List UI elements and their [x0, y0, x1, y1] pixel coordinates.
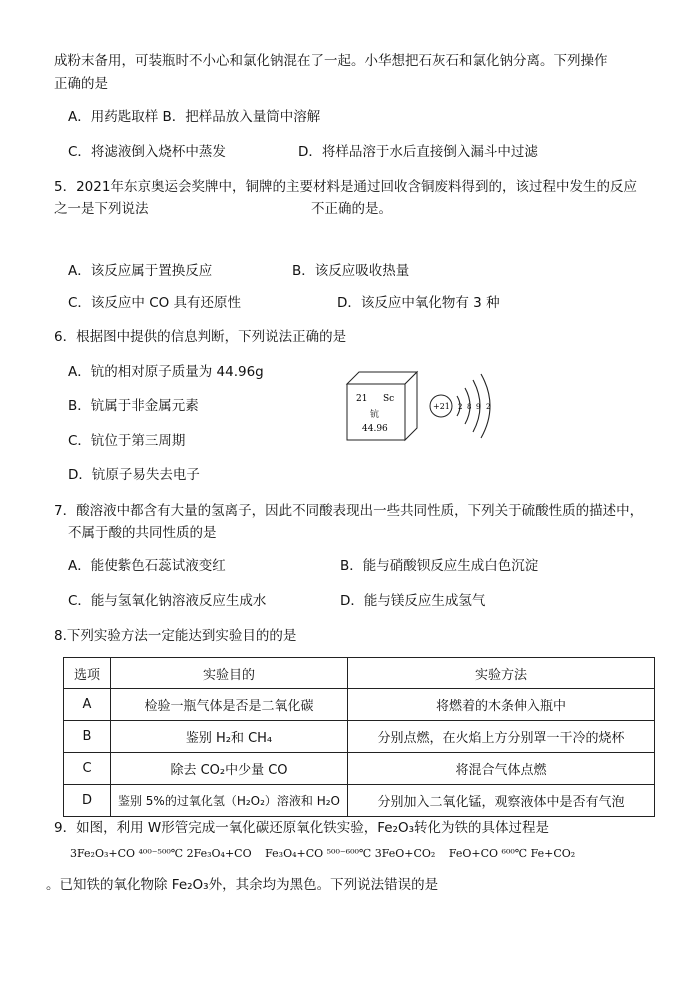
- experiment-table: [63, 657, 655, 817]
- row-purpose: 除去 CO₂中少量 CO: [111, 753, 348, 785]
- equation-3: FeO+CO ⁶⁰⁰℃ Fe+CO₂: [448, 847, 576, 860]
- q7-option-a: A．能使紫色石蕊试液变红: [68, 558, 226, 574]
- q6-option-a: A．钪的相对原子质量为 44.96g: [68, 364, 264, 380]
- row-purpose: 鉴别 5%的过氧化氢（H₂O₂）溶液和 H₂O: [111, 785, 348, 817]
- equation-1: 3Fe₂O₃+CO ⁴⁰⁰⁻⁵⁰⁰℃ 2Fe₃O₄+CO: [70, 847, 252, 860]
- row-option: A: [64, 689, 111, 721]
- row-method: 将燃着的木条伸入瓶中: [348, 689, 655, 721]
- header-purpose: 实验目的: [111, 658, 348, 689]
- row-option: B: [64, 721, 111, 753]
- q9-stem-line-1: 9．如图，利用 W形管完成一氧化碳还原氧化铁实验，Fe₂O₃转化为铁的具体过程是: [54, 820, 550, 836]
- element-mass: 44.96: [362, 424, 388, 434]
- row-purpose: 检验一瓶气体是否是二氧化碳: [111, 689, 348, 721]
- q6-stem: 6．根据图中提供的信息判断，下列说法正确的是: [54, 329, 347, 345]
- q5-stem-line-2a: 之一是下列说法: [54, 201, 149, 217]
- table-row: [64, 689, 655, 721]
- q5-option-b: B．该反应吸收热量: [292, 263, 410, 279]
- header-option: 选项: [64, 658, 111, 689]
- q5-stem-line-2b: 不正确的是。: [311, 201, 392, 217]
- row-method: 将混合气体点燃: [348, 753, 655, 785]
- row-method: 分别点燃，在火焰上方分别罩一干冷的烧杯: [348, 721, 655, 753]
- intro-option-d: D．将样品溶于水后直接倒入漏斗中过滤: [298, 144, 538, 160]
- q6-option-b: B．钪属于非金属元素: [68, 398, 199, 414]
- q7-option-b: B．能与硝酸钡反应生成白色沉淀: [340, 558, 539, 574]
- shell-count-2: 8: [467, 403, 472, 411]
- row-purpose: 鉴别 H₂和 CH₄: [111, 721, 348, 753]
- table-row: [64, 753, 655, 785]
- table-header-row: [64, 658, 655, 689]
- shell-count-3: 9: [476, 403, 481, 411]
- scandium-figure: [345, 370, 505, 442]
- q7-option-c: C．能与氢氧化钠溶液反应生成水: [68, 593, 267, 609]
- intro-option-c: C．将滤液倒入烧杯中蒸发: [68, 144, 226, 160]
- intro-line-2: 正确的是: [54, 76, 108, 92]
- table-row: [64, 721, 655, 753]
- q7-stem-line-1: 7．酸溶液中都含有大量的氢离子，因此不同酸表现出一些共同性质，下列关于硫酸性质的描述中，: [54, 503, 644, 519]
- q6-option-c: C．钪位于第三周期: [68, 433, 186, 449]
- row-method: 分别加入二氧化锰，观察液体中是否有气泡: [348, 785, 655, 817]
- q5-option-c: C．该反应中 CO 具有还原性: [68, 295, 242, 311]
- q8-stem: 8.下列实验方法一定能达到实验目的的是: [54, 628, 297, 644]
- row-option: D: [64, 785, 111, 817]
- reaction-equations: [70, 847, 585, 860]
- intro-line-1: 成粉末备用，可装瓶时不小心和氯化钠混在了一起。小华想把石灰石和氯化钠分离。下列操作: [54, 53, 608, 69]
- nucleus-charge: +21: [433, 402, 450, 411]
- element-name: 钪: [370, 410, 380, 420]
- q5-option-d: D．该反应中氧化物有 3 种: [337, 295, 500, 311]
- q5-option-a: A．该反应属于置换反应: [68, 263, 213, 279]
- shell-count-1: 2: [458, 403, 463, 411]
- q5-stem-line-1: 5．2021年东京奥运会奖牌中，铜牌的主要材料是通过回收含铜废料得到的，该过程中发生的反应: [54, 179, 637, 195]
- header-method: 实验方法: [348, 658, 655, 689]
- element-symbol: Sc: [383, 394, 395, 404]
- q7-option-d: D．能与镁反应生成氢气: [340, 593, 486, 609]
- q7-stem-line-2: 不属于酸的共同性质的是: [68, 525, 217, 541]
- q9-stem-line-2: 。已知铁的氧化物除 Fe₂O₃外，其余均为黑色。下列说法错误的是: [46, 877, 439, 893]
- shell-count-4: 2: [486, 403, 491, 411]
- table-row: [64, 785, 655, 817]
- equation-2: Fe₃O₄+CO ⁵⁰⁰⁻⁶⁰⁰℃ 3FeO+CO₂: [265, 847, 436, 860]
- atom-structure: [430, 374, 490, 438]
- q6-option-d: D．钪原子易失去电子: [68, 467, 200, 483]
- row-option: C: [64, 753, 111, 785]
- intro-option-ab: A．用药匙取样 B．把样品放入量筒中溶解: [68, 109, 321, 125]
- element-cube: [347, 372, 417, 440]
- element-number: 21: [356, 394, 368, 404]
